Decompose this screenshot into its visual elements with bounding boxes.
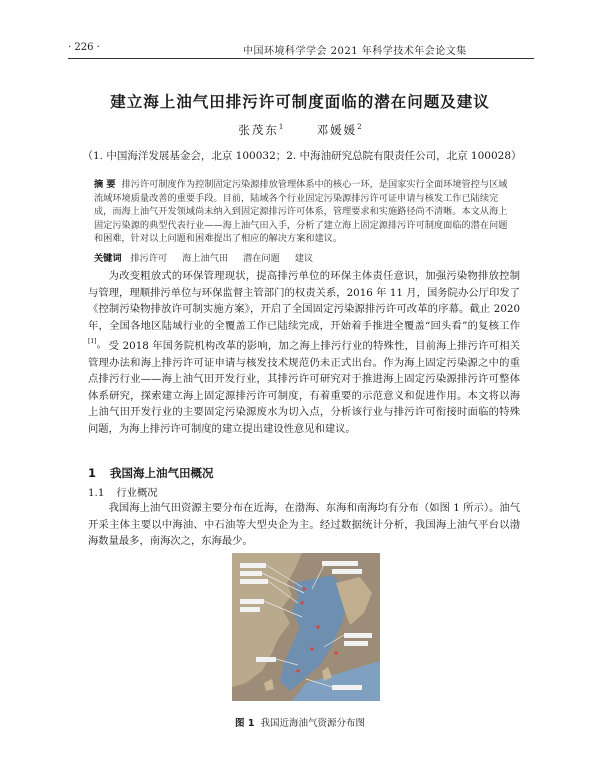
figure-caption — [0, 715, 600, 729]
section-title: 我国海上油气田概况 — [110, 466, 214, 480]
paper-title: 建立海上油气田排污许可制度面临的潜在问题及建议 — [110, 93, 490, 111]
keyword: 海上油气田 — [182, 253, 229, 264]
author-line — [0, 122, 600, 138]
keyword: 潜在问题 — [243, 253, 280, 264]
map-image — [232, 553, 380, 701]
keywords-label: 关键词 — [94, 253, 122, 264]
keywords — [94, 250, 509, 264]
subsection-title: 行业概况 — [116, 487, 158, 499]
author-2: 邓媛媛 — [316, 123, 358, 137]
running-header — [68, 42, 534, 59]
author-2-mark: 2 — [357, 123, 362, 132]
figure-number: 图 1 — [235, 718, 255, 729]
page-number: · 226 · — [68, 42, 100, 53]
figure-caption-text: 我国近海油气资源分布图 — [260, 718, 365, 729]
affiliations: （1. 中国海洋发展基金会，北京 100032；2. 中海油研究总院有限责任公司，北京 100028） — [82, 150, 522, 162]
keyword: 排污许可 — [130, 253, 168, 264]
intro-text-1: 为改变粗放式的环保管理现状，提高排污单位的环保主体责任意识，加强污染物排放控制与管理，理顺排污单位与环保监督主管部门的权责关系，2016 年 11 月，国务院办公厅印发了《控制污染物排放许可制实施方案》，开启了全国固定污染源排污许可改革的序幕。截止 2020 年，全国各地区陆域行业的全覆盖工作已陆续完成，开始着手推进全覆盖“回头看”的复核工作 — [88, 270, 520, 332]
section-heading — [88, 465, 214, 481]
conference-name: 中国环境科学学会 2021 年科学技术年会论文集 — [243, 46, 467, 57]
section-number: 1 — [88, 466, 97, 480]
industry-paragraph: 我国海上油气田资源主要分布在近海，在渤海、东海和南海均有分布（如图 1 所示）。油气开采主体主要以中海油、中石油等大型央企为主。经过数据统计分析，我国海上油气平台以渤海数量最多，南海次之，东海最少。 — [88, 502, 520, 547]
subsection-heading — [88, 484, 158, 499]
intro-paragraph-2: 受 2018 年国务院机构改革的影响，加之海上排污行业的特殊性，目前海上排污许可相关管理办法和海上排污许可证申请与核发技术规范仍未正式出台。作为海上固定污染源之中的重点排污行业——海上油气田开发行业，其排污许可研究对于推进海上固定污染源排污许可整体体系研究，探索建立海上固定源排污许可制度，有着重要的示范意义和促进作用。本文将以海上油气田开发行业的主要固定污染源废水为切入点，分析该行业与排污许可衔接时面临的特殊问题，为海上排污许可制度的建立提出建设性意见和建议。 — [88, 340, 520, 435]
author-1: 张茂东 — [238, 123, 279, 137]
citation: [1] — [88, 338, 97, 345]
author-1-mark: 1 — [278, 123, 284, 132]
figure-map — [232, 553, 380, 701]
abstract-text: 排污许可制度作为控制固定污染源排放管理体系中的核心一环，是国家实行全面环境管控与区域流域环境质量改善的重要手段。目前，陆域各个行业固定污染源排污许可证申请与核发工作已陆续完成，而海上油气开发领域尚未纳入到固定源排污许可体系，管理要求和实施路径尚不清晰。本文从海上固定污染源的典型代表行业——海上油气田入手，分析了建立海上固定源排污许可制度面临的潜在问题和困难，针对以上问题和困难提出了相应的解决方案和建议。 — [94, 179, 508, 244]
abstract-label: 摘 要 — [94, 179, 116, 190]
intro-paragraph-1: 为改变粗放式的环保管理现状，提高排污单位的环保主体责任意识，加强污染物排放控制与管理，理顺排污单位与环保监督主管部门的权责关系，2016 年 11 月，国务院办公厅印发了《控制污染物排放许可制实施方案》，开启了全国固定污染源排污许可改革的序幕。截止 2020 年，全国各地区陆域行业的全覆盖工作已陆续完成，开始着手推进全覆盖“回头看”的复核工作[1]。 — [88, 270, 520, 351]
subsection-number: 1.1 — [88, 487, 105, 499]
keyword: 建议 — [294, 253, 314, 264]
abstract — [94, 178, 509, 246]
